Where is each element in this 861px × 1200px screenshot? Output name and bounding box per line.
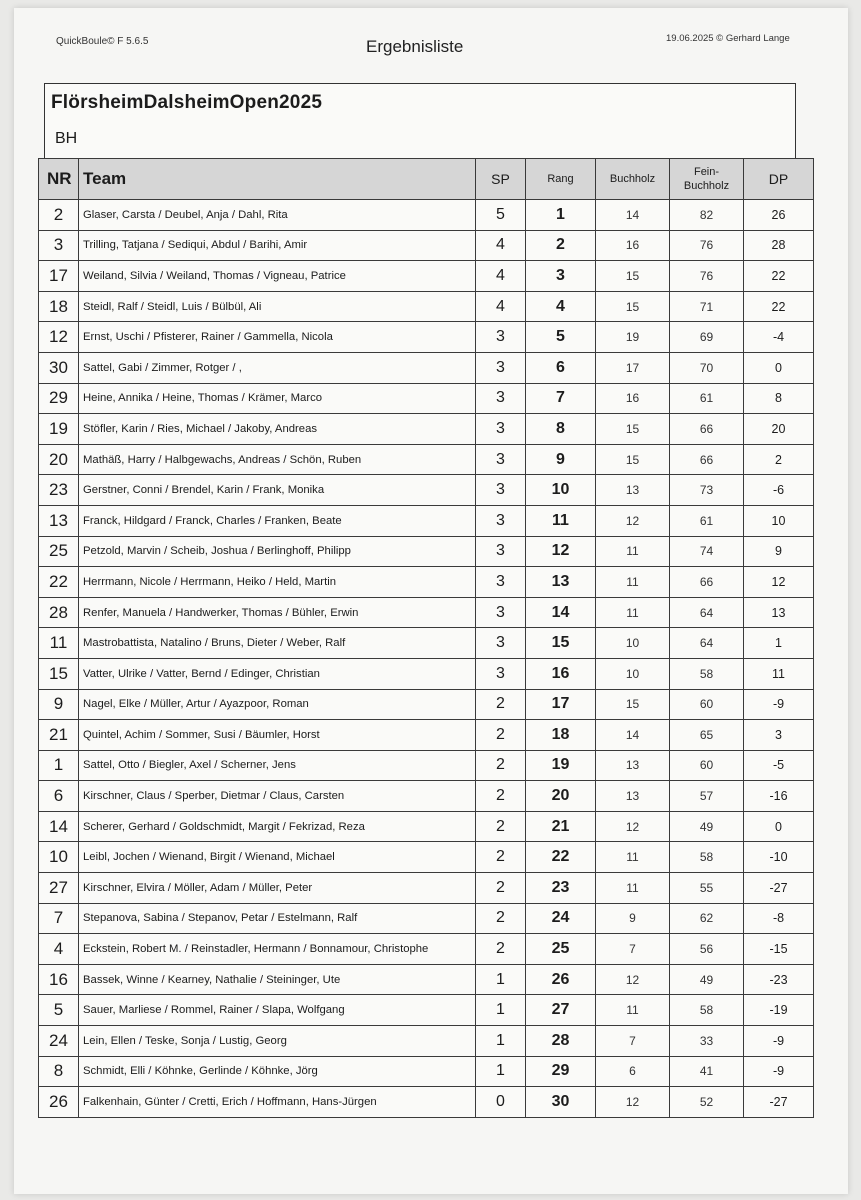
- table-header-row: [39, 159, 814, 200]
- cell-fein-buchholz: 64: [670, 597, 744, 628]
- cell-team: Sauer, Marliese / Rommel, Rainer / Slapa, Wolfgang: [79, 995, 476, 1026]
- cell-rang: 30: [526, 1087, 596, 1118]
- cell-fein-buchholz: 61: [670, 505, 744, 536]
- cell-dp: 10: [744, 505, 814, 536]
- cell-nr: 10: [39, 842, 79, 873]
- table-row: [39, 505, 814, 536]
- cell-nr: 25: [39, 536, 79, 567]
- cell-team: Leibl, Jochen / Wienand, Birgit / Wienand, Michael: [79, 842, 476, 873]
- table-row: [39, 322, 814, 353]
- cell-team: Herrmann, Nicole / Herrmann, Heiko / Held, Martin: [79, 567, 476, 598]
- cell-team: Glaser, Carsta / Deubel, Anja / Dahl, Rita: [79, 200, 476, 231]
- cell-sp: 2: [476, 689, 526, 720]
- cell-fein-buchholz: 49: [670, 811, 744, 842]
- cell-dp: 0: [744, 811, 814, 842]
- cell-nr: 6: [39, 781, 79, 812]
- cell-rang: 29: [526, 1056, 596, 1087]
- col-header-rang: Rang: [526, 159, 596, 200]
- cell-dp: -27: [744, 1087, 814, 1118]
- cell-buchholz: 12: [596, 964, 670, 995]
- table-row: [39, 230, 814, 261]
- software-version: QuickBoule© F 5.6.5: [56, 36, 149, 47]
- cell-buchholz: 12: [596, 1087, 670, 1118]
- cell-fein-buchholz: 82: [670, 200, 744, 231]
- cell-team: Ernst, Uschi / Pfisterer, Rainer / Gammella, Nicola: [79, 322, 476, 353]
- cell-nr: 21: [39, 720, 79, 751]
- cell-rang: 12: [526, 536, 596, 567]
- cell-dp: -15: [744, 934, 814, 965]
- cell-rang: 26: [526, 964, 596, 995]
- cell-nr: 24: [39, 1026, 79, 1057]
- cell-team: Mathäß, Harry / Halbgewachs, Andreas / Schön, Ruben: [79, 444, 476, 475]
- cell-team: Lein, Ellen / Teske, Sonja / Lustig, Georg: [79, 1026, 476, 1057]
- cell-rang: 24: [526, 903, 596, 934]
- cell-sp: 1: [476, 964, 526, 995]
- cell-fein-buchholz: 57: [670, 781, 744, 812]
- cell-rang: 7: [526, 383, 596, 414]
- table-row: [39, 1026, 814, 1057]
- cell-rang: 18: [526, 720, 596, 751]
- cell-rang: 20: [526, 781, 596, 812]
- cell-rang: 27: [526, 995, 596, 1026]
- cell-sp: 2: [476, 750, 526, 781]
- cell-sp: 0: [476, 1087, 526, 1118]
- cell-rang: 21: [526, 811, 596, 842]
- table-row: [39, 750, 814, 781]
- cell-nr: 2: [39, 200, 79, 231]
- cell-nr: 16: [39, 964, 79, 995]
- cell-nr: 9: [39, 689, 79, 720]
- cell-nr: 23: [39, 475, 79, 506]
- cell-rang: 15: [526, 628, 596, 659]
- cell-fein-buchholz: 58: [670, 995, 744, 1026]
- cell-dp: -9: [744, 1026, 814, 1057]
- cell-fein-buchholz: 74: [670, 536, 744, 567]
- cell-nr: 30: [39, 352, 79, 383]
- cell-dp: -8: [744, 903, 814, 934]
- cell-dp: 13: [744, 597, 814, 628]
- table-row: [39, 597, 814, 628]
- cell-team: Franck, Hildgard / Franck, Charles / Franken, Beate: [79, 505, 476, 536]
- cell-fein-buchholz: 76: [670, 261, 744, 292]
- cell-fein-buchholz: 60: [670, 750, 744, 781]
- cell-buchholz: 19: [596, 322, 670, 353]
- event-name: FlörsheimDalsheimOpen2025: [51, 92, 323, 113]
- cell-dp: -19: [744, 995, 814, 1026]
- table-row: [39, 658, 814, 689]
- cell-team: Trilling, Tatjana / Sediqui, Abdul / Barihi, Amir: [79, 230, 476, 261]
- cell-sp: 2: [476, 934, 526, 965]
- cell-buchholz: 16: [596, 230, 670, 261]
- cell-sp: 3: [476, 567, 526, 598]
- cell-dp: 8: [744, 383, 814, 414]
- cell-buchholz: 15: [596, 261, 670, 292]
- table-row: [39, 291, 814, 322]
- cell-dp: 1: [744, 628, 814, 659]
- cell-buchholz: 11: [596, 995, 670, 1026]
- cell-fein-buchholz: 41: [670, 1056, 744, 1087]
- table-row: [39, 720, 814, 751]
- cell-fein-buchholz: 58: [670, 842, 744, 873]
- cell-sp: 2: [476, 873, 526, 904]
- cell-sp: 1: [476, 995, 526, 1026]
- cell-team: Kirschner, Elvira / Möller, Adam / Müller, Peter: [79, 873, 476, 904]
- table-row: [39, 414, 814, 445]
- cell-buchholz: 9: [596, 903, 670, 934]
- cell-dp: 12: [744, 567, 814, 598]
- cell-buchholz: 11: [596, 842, 670, 873]
- cell-dp: -16: [744, 781, 814, 812]
- cell-dp: -6: [744, 475, 814, 506]
- cell-sp: 1: [476, 1056, 526, 1087]
- results-table: [38, 158, 814, 1118]
- cell-fein-buchholz: 71: [670, 291, 744, 322]
- cell-team: Weiland, Silvia / Weiland, Thomas / Vigneau, Patrice: [79, 261, 476, 292]
- cell-team: Kirschner, Claus / Sperber, Dietmar / Claus, Carsten: [79, 781, 476, 812]
- cell-sp: 3: [476, 505, 526, 536]
- cell-rang: 16: [526, 658, 596, 689]
- cell-team: Schmidt, Elli / Köhnke, Gerlinde / Köhnke, Jörg: [79, 1056, 476, 1087]
- cell-nr: 19: [39, 414, 79, 445]
- cell-rang: 17: [526, 689, 596, 720]
- event-header-box: [44, 83, 796, 159]
- cell-nr: 27: [39, 873, 79, 904]
- cell-buchholz: 12: [596, 505, 670, 536]
- cell-fein-buchholz: 76: [670, 230, 744, 261]
- table-row: [39, 873, 814, 904]
- cell-nr: 13: [39, 505, 79, 536]
- cell-rang: 22: [526, 842, 596, 873]
- cell-buchholz: 10: [596, 658, 670, 689]
- cell-sp: 3: [476, 475, 526, 506]
- cell-team: Quintel, Achim / Sommer, Susi / Bäumler, Horst: [79, 720, 476, 751]
- cell-nr: 18: [39, 291, 79, 322]
- cell-team: Heine, Annika / Heine, Thomas / Krämer, Marco: [79, 383, 476, 414]
- cell-team: Falkenhain, Günter / Cretti, Erich / Hoffmann, Hans-Jürgen: [79, 1087, 476, 1118]
- cell-nr: 1: [39, 750, 79, 781]
- cell-rang: 9: [526, 444, 596, 475]
- cell-team: Sattel, Gabi / Zimmer, Rotger / ,: [79, 352, 476, 383]
- table-row: [39, 628, 814, 659]
- cell-sp: 4: [476, 230, 526, 261]
- cell-dp: 26: [744, 200, 814, 231]
- cell-buchholz: 12: [596, 811, 670, 842]
- table-row: [39, 1056, 814, 1087]
- cell-nr: 20: [39, 444, 79, 475]
- cell-buchholz: 7: [596, 1026, 670, 1057]
- cell-rang: 10: [526, 475, 596, 506]
- table-row: [39, 934, 814, 965]
- cell-dp: 20: [744, 414, 814, 445]
- cell-team: Gerstner, Conni / Brendel, Karin / Frank, Monika: [79, 475, 476, 506]
- cell-nr: 22: [39, 567, 79, 598]
- table-row: [39, 811, 814, 842]
- cell-sp: 2: [476, 903, 526, 934]
- cell-fein-buchholz: 69: [670, 322, 744, 353]
- cell-rang: 25: [526, 934, 596, 965]
- cell-fein-buchholz: 65: [670, 720, 744, 751]
- cell-buchholz: 15: [596, 689, 670, 720]
- cell-team: Stepanova, Sabina / Stepanov, Petar / Estelmann, Ralf: [79, 903, 476, 934]
- col-header-fein-line1: Fein-: [693, 165, 720, 178]
- cell-nr: 17: [39, 261, 79, 292]
- cell-rang: 14: [526, 597, 596, 628]
- cell-nr: 28: [39, 597, 79, 628]
- col-header-dp: DP: [744, 159, 814, 200]
- col-header-team: Team: [79, 159, 476, 200]
- cell-buchholz: 13: [596, 750, 670, 781]
- table-row: [39, 1087, 814, 1118]
- cell-nr: 29: [39, 383, 79, 414]
- cell-team: Steidl, Ralf / Steidl, Luis / Bülbül, Ali: [79, 291, 476, 322]
- table-row: [39, 842, 814, 873]
- cell-nr: 4: [39, 934, 79, 965]
- cell-dp: 9: [744, 536, 814, 567]
- cell-buchholz: 13: [596, 475, 670, 506]
- cell-team: Vatter, Ulrike / Vatter, Bernd / Edinger, Christian: [79, 658, 476, 689]
- cell-team: Bassek, Winne / Kearney, Nathalie / Steininger, Ute: [79, 964, 476, 995]
- cell-nr: 5: [39, 995, 79, 1026]
- cell-dp: -9: [744, 1056, 814, 1087]
- table-row: [39, 475, 814, 506]
- event-subtitle: BH: [55, 130, 78, 147]
- cell-rang: 6: [526, 352, 596, 383]
- cell-fein-buchholz: 33: [670, 1026, 744, 1057]
- cell-dp: 0: [744, 352, 814, 383]
- cell-dp: 28: [744, 230, 814, 261]
- cell-dp: -9: [744, 689, 814, 720]
- cell-buchholz: 7: [596, 934, 670, 965]
- cell-fein-buchholz: 66: [670, 567, 744, 598]
- cell-dp: 22: [744, 261, 814, 292]
- col-header-fein-buchholz: [670, 159, 744, 200]
- table-row: [39, 995, 814, 1026]
- cell-fein-buchholz: 66: [670, 444, 744, 475]
- cell-fein-buchholz: 55: [670, 873, 744, 904]
- cell-dp: 3: [744, 720, 814, 751]
- cell-sp: 3: [476, 628, 526, 659]
- cell-buchholz: 11: [596, 536, 670, 567]
- cell-rang: 2: [526, 230, 596, 261]
- cell-dp: 22: [744, 291, 814, 322]
- cell-rang: 19: [526, 750, 596, 781]
- col-header-fein-line2: Buchholz: [683, 180, 730, 192]
- cell-fein-buchholz: 70: [670, 352, 744, 383]
- table-row: [39, 689, 814, 720]
- cell-buchholz: 17: [596, 352, 670, 383]
- cell-rang: 3: [526, 261, 596, 292]
- cell-team: Eckstein, Robert M. / Reinstadler, Hermann / Bonnamour, Christophe: [79, 934, 476, 965]
- cell-rang: 13: [526, 567, 596, 598]
- cell-sp: 4: [476, 261, 526, 292]
- cell-sp: 3: [476, 536, 526, 567]
- cell-rang: 28: [526, 1026, 596, 1057]
- col-header-sp: SP: [476, 159, 526, 200]
- col-header-buchholz: Buchholz: [596, 159, 670, 200]
- cell-buchholz: 11: [596, 597, 670, 628]
- cell-team: Stöfler, Karin / Ries, Michael / Jakoby, Andreas: [79, 414, 476, 445]
- table-row: [39, 567, 814, 598]
- cell-team: Renfer, Manuela / Handwerker, Thomas / Bühler, Erwin: [79, 597, 476, 628]
- table-row: [39, 903, 814, 934]
- cell-rang: 23: [526, 873, 596, 904]
- cell-fein-buchholz: 64: [670, 628, 744, 659]
- cell-buchholz: 10: [596, 628, 670, 659]
- cell-sp: 4: [476, 291, 526, 322]
- cell-sp: 2: [476, 781, 526, 812]
- cell-rang: 8: [526, 414, 596, 445]
- cell-sp: 5: [476, 200, 526, 231]
- cell-team: Mastrobattista, Natalino / Bruns, Dieter / Weber, Ralf: [79, 628, 476, 659]
- col-header-nr: NR: [39, 159, 79, 200]
- cell-sp: 3: [476, 322, 526, 353]
- cell-buchholz: 11: [596, 873, 670, 904]
- cell-sp: 3: [476, 658, 526, 689]
- cell-nr: 12: [39, 322, 79, 353]
- table-row: [39, 444, 814, 475]
- cell-fein-buchholz: 73: [670, 475, 744, 506]
- cell-nr: 26: [39, 1087, 79, 1118]
- table-row: [39, 964, 814, 995]
- cell-dp: -23: [744, 964, 814, 995]
- cell-sp: 3: [476, 414, 526, 445]
- cell-buchholz: 13: [596, 781, 670, 812]
- cell-buchholz: 16: [596, 383, 670, 414]
- cell-sp: 2: [476, 720, 526, 751]
- cell-sp: 3: [476, 383, 526, 414]
- cell-fein-buchholz: 60: [670, 689, 744, 720]
- cell-dp: -5: [744, 750, 814, 781]
- cell-fein-buchholz: 56: [670, 934, 744, 965]
- cell-nr: 11: [39, 628, 79, 659]
- cell-dp: -27: [744, 873, 814, 904]
- cell-fein-buchholz: 62: [670, 903, 744, 934]
- cell-buchholz: 14: [596, 200, 670, 231]
- cell-nr: 14: [39, 811, 79, 842]
- cell-dp: 2: [744, 444, 814, 475]
- cell-sp: 3: [476, 352, 526, 383]
- cell-fein-buchholz: 66: [670, 414, 744, 445]
- cell-sp: 2: [476, 811, 526, 842]
- cell-nr: 7: [39, 903, 79, 934]
- cell-rang: 11: [526, 505, 596, 536]
- cell-nr: 3: [39, 230, 79, 261]
- cell-buchholz: 11: [596, 567, 670, 598]
- cell-nr: 15: [39, 658, 79, 689]
- cell-sp: 2: [476, 842, 526, 873]
- cell-fein-buchholz: 49: [670, 964, 744, 995]
- cell-team: Sattel, Otto / Biegler, Axel / Scherner, Jens: [79, 750, 476, 781]
- table-row: [39, 352, 814, 383]
- cell-team: Nagel, Elke / Müller, Artur / Ayazpoor, Roman: [79, 689, 476, 720]
- cell-rang: 1: [526, 200, 596, 231]
- table-row: [39, 383, 814, 414]
- table-row: [39, 536, 814, 567]
- cell-dp: -4: [744, 322, 814, 353]
- cell-fein-buchholz: 58: [670, 658, 744, 689]
- cell-fein-buchholz: 52: [670, 1087, 744, 1118]
- cell-team: Petzold, Marvin / Scheib, Joshua / Berlinghoff, Philipp: [79, 536, 476, 567]
- table-row: [39, 261, 814, 292]
- cell-team: Scherer, Gerhard / Goldschmidt, Margit / Fekrizad, Reza: [79, 811, 476, 842]
- page-title: Ergebnisliste: [366, 37, 464, 56]
- date-author: 19.06.2025 © Gerhard Lange: [666, 33, 790, 44]
- cell-dp: -10: [744, 842, 814, 873]
- cell-buchholz: 15: [596, 414, 670, 445]
- cell-sp: 3: [476, 597, 526, 628]
- cell-fein-buchholz: 61: [670, 383, 744, 414]
- cell-buchholz: 15: [596, 444, 670, 475]
- cell-dp: 11: [744, 658, 814, 689]
- cell-buchholz: 6: [596, 1056, 670, 1087]
- table-row: [39, 200, 814, 231]
- cell-rang: 5: [526, 322, 596, 353]
- cell-sp: 3: [476, 444, 526, 475]
- cell-nr: 8: [39, 1056, 79, 1087]
- cell-buchholz: 15: [596, 291, 670, 322]
- cell-sp: 1: [476, 1026, 526, 1057]
- cell-rang: 4: [526, 291, 596, 322]
- table-row: [39, 781, 814, 812]
- cell-buchholz: 14: [596, 720, 670, 751]
